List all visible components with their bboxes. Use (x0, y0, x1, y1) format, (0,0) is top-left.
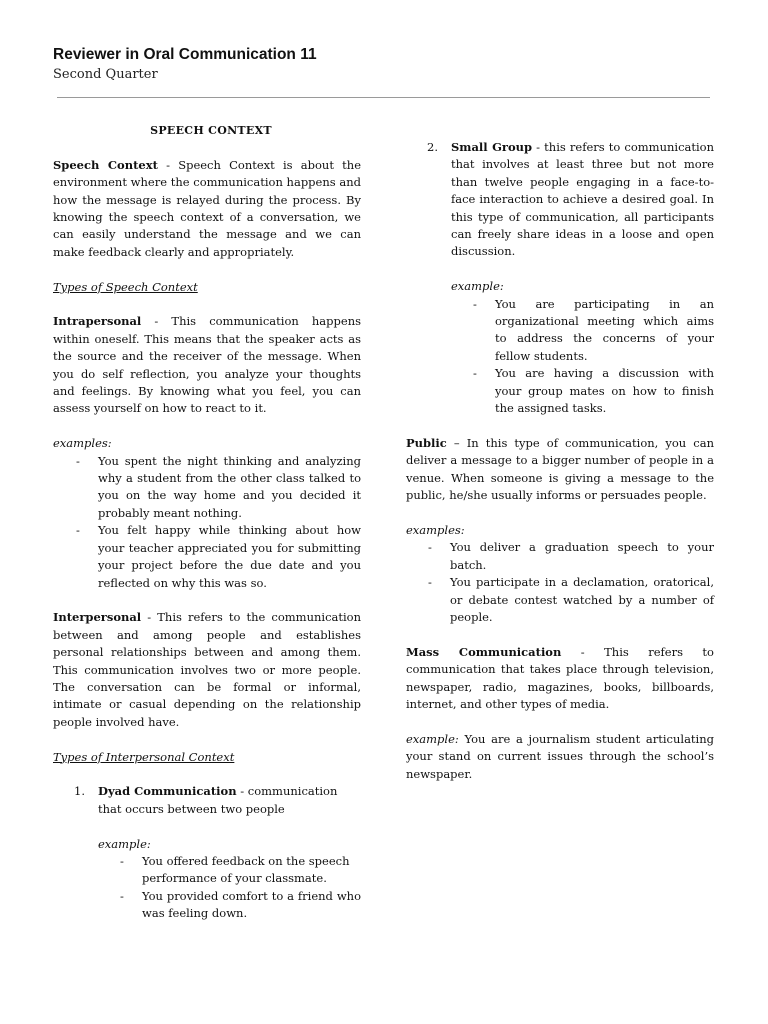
intrapersonal-text: - This communication happens within oneself. This means that the speaker acts as the source and the receiver of the message. When you do self reflection, you analyze your thoughts and feelings. By knowing what you feel, you can assess yourself on how to react to it. (53, 314, 361, 416)
list-item: - You provided comfort to a friend who was feeling down. (120, 888, 361, 921)
dash-bullet: - (473, 296, 477, 311)
dash-bullet: - (120, 888, 124, 903)
list-item: - You deliver a graduation speech to your batch. (428, 540, 714, 572)
dyad-example-label: example: (98, 836, 151, 851)
types-of-interpersonal-context-heading: Types of Interpersonal Context (53, 749, 235, 764)
dyad-item (53, 783, 361, 922)
interpersonal-text: - This refers to the communication between and among people and establishes personal relationships between and among them. This communication involves two or more people. The conversation can be formal or informal, intimate or casual depending on the relationship people involved have. (53, 610, 361, 729)
intrapersonal-examples-list (53, 453, 361, 592)
small-group-term: Small Group (451, 140, 533, 154)
mass-communication-text: - This refers to communication that takes place through television, newspaper, radio, magazines, books, billboards, internet, and other types of media. (406, 644, 714, 711)
dyad-examples-list (98, 853, 361, 923)
public-paragraph (406, 435, 714, 505)
public-examples-label: examples: (406, 522, 465, 537)
speech-context-term: Speech Context (53, 157, 158, 172)
dyad-paragraph (98, 783, 361, 818)
small-group-examples-list (451, 296, 714, 418)
dash-bullet: - (76, 523, 80, 538)
interpersonal-paragraph (53, 609, 361, 731)
list-item: - You are having a discussion with your group mates on how to finish the assigned tasks. (473, 366, 714, 416)
public-text: – In this type of communication, you can deliver a message to a bigger number of people in a venue. When someone is giving a message to the public, he/she usually informs or persuades people. (406, 435, 714, 503)
small-group-text: - this refers to communication that involves at least three but not more than twelve people engaging in a face-to-face interaction to achieve a desired goal. In this type of communication, all participants can freely share ideas in a loose and open discussion. (451, 140, 715, 259)
intrapersonal-paragraph (53, 313, 361, 417)
document-header (53, 45, 317, 85)
list-item: - You spent the night thinking and analyzing why a student from the other class talked to you on the way home and you decided it probably meant nothing. (76, 453, 361, 520)
header-divider (57, 97, 710, 98)
document-subtitle: Second Quarter (53, 67, 158, 82)
speech-context-paragraph (53, 157, 361, 261)
mass-communication-example (406, 731, 714, 783)
dash-bullet: - (428, 540, 432, 555)
dash-bullet: - (428, 575, 432, 590)
speech-context-text: - Speech Context is about the environment where the communication happens and how the message is relayed during the process. By knowing the speech context of a conversation, we can easily understand the message and we can make feedback clearly and appropriately. (53, 157, 362, 259)
types-of-speech-context-heading: Types of Speech Context (53, 279, 198, 294)
dash-bullet: - (473, 366, 477, 381)
section-heading: SPEECH CONTEXT (150, 124, 272, 137)
intrapersonal-term: Intrapersonal (53, 314, 142, 329)
right-column (406, 139, 714, 783)
dash-bullet: - (76, 453, 80, 468)
mass-communication-term: Mass Communication (406, 644, 562, 659)
small-group-example-label: example: (451, 279, 504, 294)
list-item: - You are participating in an organizational meeting which aims to address the concerns of your fellow students. (473, 296, 714, 363)
dyad-number: 1. (74, 784, 85, 799)
mass-example-label: example: (406, 731, 459, 746)
mass-example-text: You are a journalism student articulating your stand on current issues through the school’s newspaper. (406, 731, 714, 781)
interpersonal-term: Interpersonal (53, 610, 142, 625)
dash-bullet: - (120, 853, 124, 868)
mass-communication-paragraph (406, 644, 714, 714)
dyad-text: - communication that occurs between two people (98, 784, 338, 816)
intrapersonal-examples-label: examples: (53, 436, 112, 451)
small-group-paragraph (451, 139, 714, 261)
list-item: - You offered feedback on the speech performance of your classmate. (120, 853, 350, 886)
dyad-term: Dyad Communication (98, 784, 237, 799)
public-term: Public (406, 435, 447, 450)
public-examples-list (406, 539, 714, 626)
small-group-item (406, 139, 714, 417)
small-group-number: 2. (427, 140, 438, 154)
left-column (53, 122, 361, 923)
list-item: - You felt happy while thinking about how your teacher appreciated you for submitting your project before the due date and you reflected on why this was so. (76, 523, 361, 590)
document-title: Reviewer in Oral Communication 11 (53, 46, 317, 63)
list-item: - You participate in a declamation, oratorical, or debate contest watched by a number of people. (428, 575, 714, 624)
